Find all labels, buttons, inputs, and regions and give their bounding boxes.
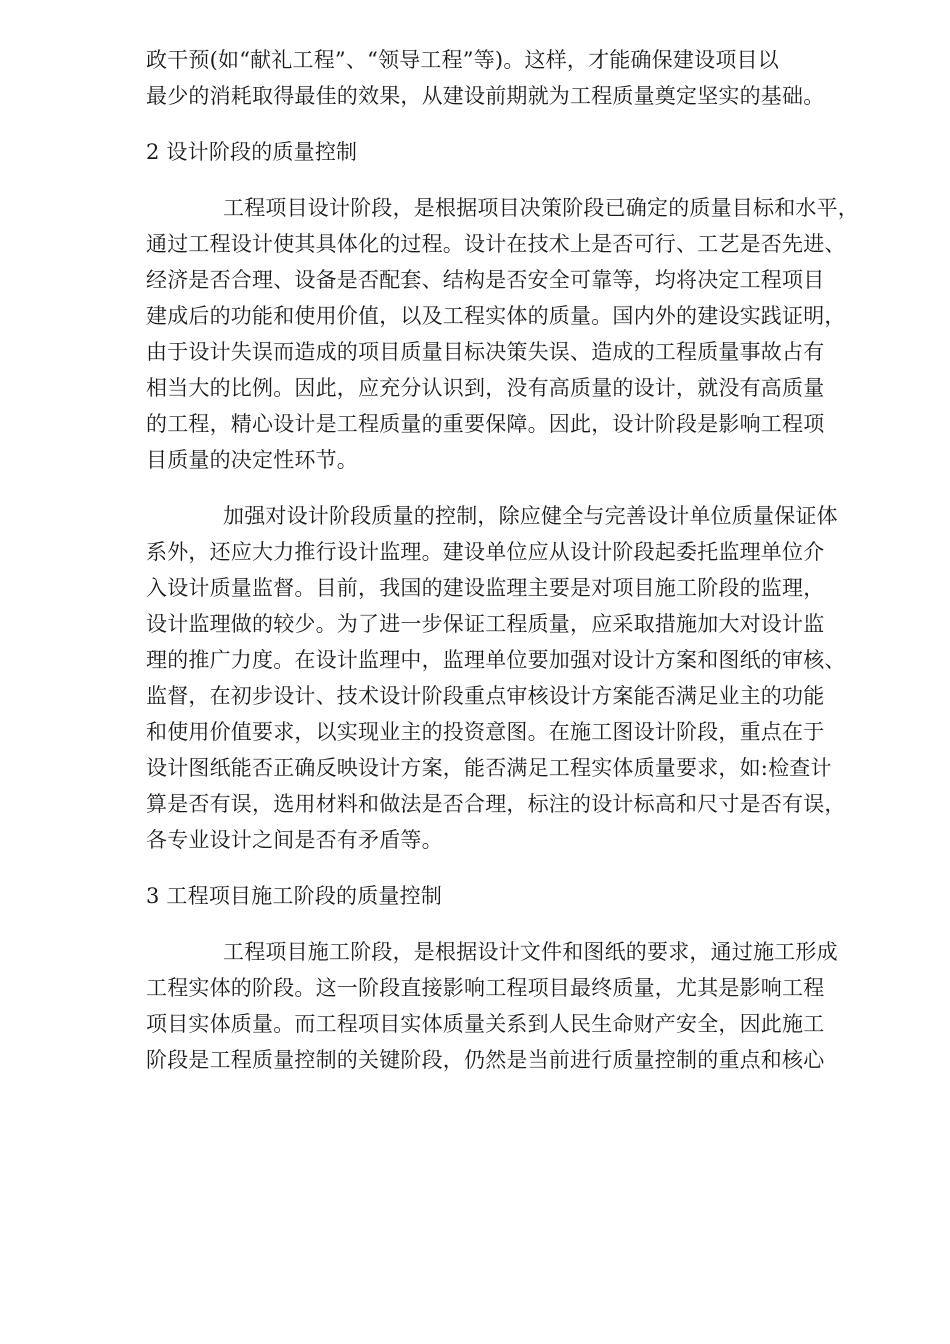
text-line: 最少的消耗取得最佳的效果，从建设前期就为工程质量奠定坚实的基础。 (146, 84, 825, 108)
text-line: 目质量的决定性环节。 (146, 448, 358, 472)
text-line: 阶段是工程质量控制的关键阶段，仍然是当前进行质量控制的重点和核心 (146, 1048, 825, 1072)
text-line: 和使用价值要求，以实现业主的投资意图。在施工图设计阶段，重点在于 (146, 720, 825, 744)
section-heading-3: 3 工程项目施工阶段的质量控制 (146, 884, 443, 908)
text-line: 系外，还应大力推行设计监理。建设单位应从设计阶段起委托监理单位介 (146, 540, 825, 564)
text-line: 建成后的功能和使用价值，以及工程实体的质量。国内外的建设实践证明， (146, 304, 846, 328)
text-line: 工程项目施工阶段，是根据设计文件和图纸的要求，通过施工形成 (223, 940, 838, 964)
text-line: 相当大的比例。因此，应充分认识到，没有高质量的设计，就没有高质量 (146, 376, 825, 400)
section-heading-2: 2 设计阶段的质量控制 (146, 140, 358, 164)
document-page (146, 42, 886, 1078)
text-line: 算是否有误，选用材料和做法是否合理，标注的设计标高和尺寸是否有误， (146, 792, 846, 816)
text-line: 设计监理做的较少。为了进一步保证工程质量，应采取措施加大对设计监 (146, 612, 825, 636)
text-line: 工程实体的阶段。这一阶段直接影响工程项目最终质量，尤其是影响工程 (146, 976, 825, 1000)
text-line: 监督，在初步设计、技术设计阶段重点审核设计方案能否满足业主的功能 (146, 684, 825, 708)
text-line: 理的推广力度。在设计监理中，监理单位要加强对设计方案和图纸的审核、 (146, 648, 846, 672)
text-line: 通过工程设计使其具体化的过程。设计在技术上是否可行、工艺是否先进、 (146, 232, 846, 256)
text-line: 工程项目设计阶段，是根据项目决策阶段已确定的质量目标和水平， (223, 196, 859, 220)
section2-paragraph-2 (146, 498, 886, 858)
text-line: 政干预(如“献礼工程”、“领导工程”等)。这样，才能确保建设项目以 (146, 48, 779, 72)
section2-paragraph-1 (146, 190, 886, 478)
text-line: 由于设计失误而造成的项目质量目标决策失误、造成的工程质量事故占有 (146, 340, 825, 364)
text-line: 设计图纸能否正确反映设计方案，能否满足工程实体质量要求，如:检查计 (146, 756, 832, 780)
text-line: 的工程，精心设计是工程质量的重要保障。因此，设计阶段是影响工程项 (146, 412, 825, 436)
text-line: 加强对设计阶段质量的控制，除应健全与完善设计单位质量保证体 (223, 504, 838, 528)
text-line: 项目实体质量。而工程项目实体质量关系到人民生命财产安全，因此施工 (146, 1012, 825, 1036)
text-line: 经济是否合理、设备是否配套、结构是否安全可靠等，均将决定工程项目 (146, 268, 825, 292)
section3-paragraph-1 (146, 934, 886, 1078)
text-line: 入设计质量监督。目前，我国的建设监理主要是对项目施工阶段的监理， (146, 576, 825, 600)
section1-tail-paragraph (146, 42, 886, 114)
text-line: 各专业设计之间是否有矛盾等。 (146, 828, 443, 852)
